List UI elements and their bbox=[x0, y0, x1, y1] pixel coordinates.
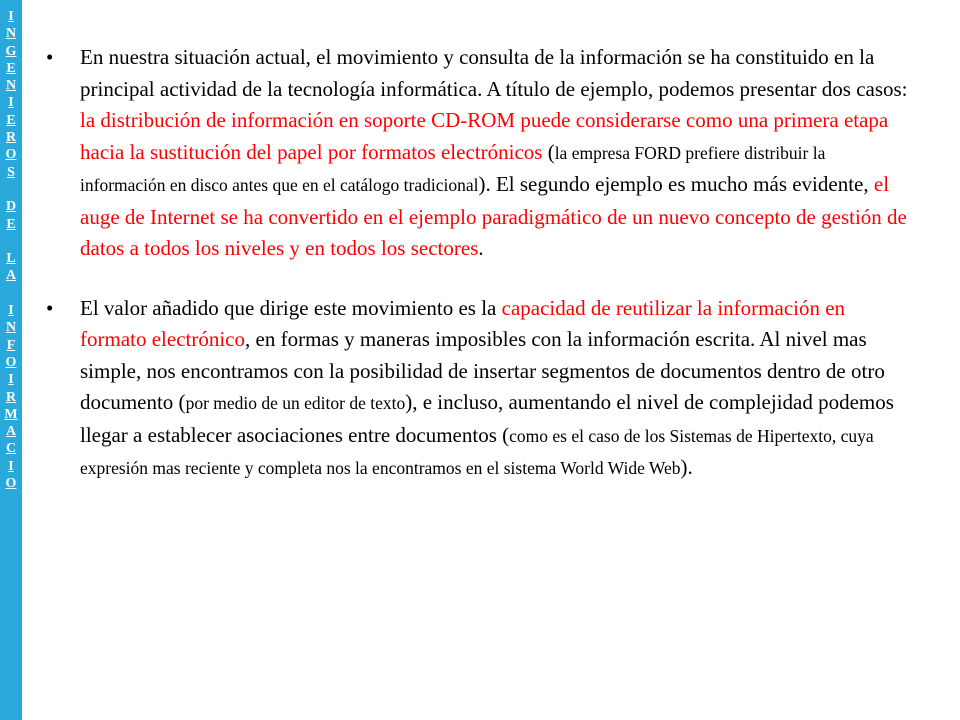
sidebar-letter: M bbox=[4, 406, 18, 422]
highlighted-text: capacidad de reutilizar la información en formato electrónico bbox=[80, 295, 846, 351]
sidebar-letter: N bbox=[5, 26, 17, 42]
bullet-paragraph bbox=[80, 42, 910, 265]
sidebar-letter: I bbox=[8, 303, 14, 319]
sidebar-letter: O bbox=[5, 354, 17, 370]
sidebar-title-vertical[interactable] bbox=[0, 8, 22, 492]
sidebar-letter: I bbox=[8, 458, 14, 474]
sidebar-letter: I bbox=[8, 95, 14, 111]
sidebar-letter: R bbox=[5, 389, 17, 405]
body-text: ( bbox=[542, 139, 555, 164]
body-text: ). El segundo ejemplo es mucho más evidente, bbox=[478, 172, 874, 196]
aside-text: por medio de un editor de texto bbox=[185, 393, 406, 413]
sidebar-letter: A bbox=[5, 268, 17, 284]
sidebar-letter: O bbox=[5, 147, 17, 163]
sidebar-letter bbox=[0, 233, 22, 250]
sidebar-letter: I bbox=[8, 372, 14, 388]
body-text: El valor añadido que dirige este movimiento es la bbox=[80, 295, 502, 320]
sidebar-letter: L bbox=[6, 251, 16, 267]
highlighted-text: el auge de Internet se ha convertido en el ejemplo paradigmático de un nuevo concepto de gestión de datos a todos los niveles y en todos los sectores bbox=[80, 172, 907, 260]
sidebar-letter: N bbox=[5, 78, 17, 94]
sidebar-letter: S bbox=[7, 164, 15, 180]
sidebar-letter: N bbox=[5, 320, 17, 336]
body-text: En nuestra situación actual, el movimiento y consulta de la información se ha constituido en la principal actividad de la tecnología informática. A título de ejemplo, podemos presentar dos casos: bbox=[80, 45, 908, 101]
sidebar-letter: A bbox=[5, 424, 17, 440]
sidebar-letter: E bbox=[6, 112, 16, 128]
sidebar-letter: D bbox=[5, 199, 17, 215]
aside-text: la empresa FORD prefiere distribuir la información en disco antes que en el catálogo tradicional bbox=[80, 142, 826, 195]
sidebar-letter bbox=[0, 181, 22, 198]
body-text: ), e incluso, aumentando el nivel de complejidad podemos llegar a establecer asociaciones entre documentos ( bbox=[80, 390, 894, 447]
slide-body bbox=[80, 42, 910, 513]
sidebar-letter: F bbox=[6, 337, 16, 353]
body-text: . bbox=[478, 236, 484, 260]
sidebar-letter: E bbox=[6, 60, 16, 76]
aside-text: como es el caso de los Sistemas de Hipertexto, cuya expresión mas reciente y completa nos la encontramos en el sistema World Wide Web bbox=[80, 425, 874, 478]
sidebar-letter: E bbox=[6, 216, 16, 232]
sidebar-letter bbox=[0, 285, 22, 302]
sidebar-letter: G bbox=[5, 43, 17, 59]
bullet-paragraph bbox=[80, 293, 910, 485]
body-text: ). bbox=[680, 455, 693, 479]
sidebar-banner bbox=[0, 0, 22, 720]
body-text: , en formas y maneras imposibles con la información escrita. Al nivel mas simple, nos encontramos con la posibilidad de insertar segmentos de documentos dentro de otro documento ( bbox=[80, 327, 885, 414]
sidebar-letter: C bbox=[5, 441, 17, 457]
sidebar-letter: O bbox=[5, 476, 17, 492]
highlighted-text: la distribución de información en soporte CD-ROM puede considerarse como una primera etapa hacia la sustitución del papel por formatos electrónicos bbox=[80, 108, 889, 164]
sidebar-letter: I bbox=[8, 9, 14, 24]
sidebar-letter: R bbox=[5, 130, 17, 146]
